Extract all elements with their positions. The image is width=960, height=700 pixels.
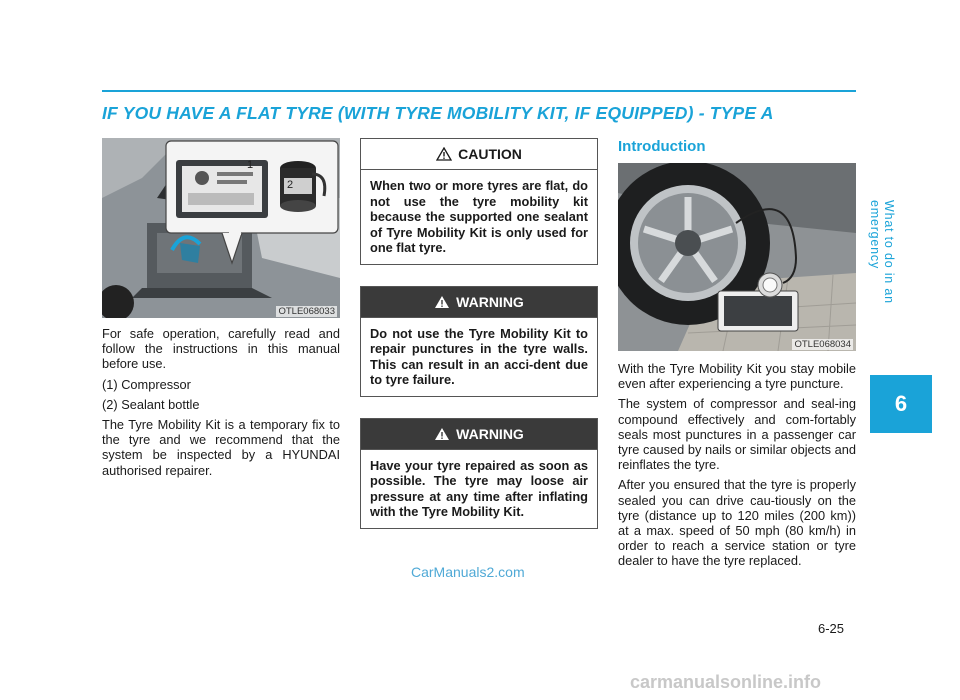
caution-header xyxy=(361,139,597,170)
top-rule xyxy=(102,90,856,92)
warning-text-repair: Have your tyre repaired as soon as possible. The tyre may loose air pressure at any time after inflating with the Tyre Mobility Kit. xyxy=(370,457,588,519)
warning-box-repair xyxy=(360,418,598,529)
chapter-number-tab: 6 xyxy=(870,375,932,433)
page-number: 6-25 xyxy=(818,621,845,636)
trunk-kit-illustration xyxy=(102,138,340,318)
paragraph-temporary-fix: The Tyre Mobility Kit is a temporary fix to the tyre and we recommend that the system be inspected by a HYUNDAI authorised repairer. xyxy=(102,417,340,478)
chapter-side-label: What to do in an emergency xyxy=(868,200,896,304)
caution-label: CAUTION xyxy=(458,146,522,162)
paragraph-drive-cautiously: After you ensured that the tyre is properly sealed you can drive cau-tiously on the tyre (distance up to 120 miles (200 km)) at a max. speed of 50 mph (80 km/h) in order to reach a service station or tyre dealer to have the tyre replaced. xyxy=(618,477,856,569)
tyre-kit-figure xyxy=(618,163,856,351)
trunk-kit-figure xyxy=(102,138,340,318)
warning-header xyxy=(361,419,597,450)
site-watermark: carmanualsonline.info xyxy=(630,672,822,692)
column-right xyxy=(618,138,856,574)
callout-sealant: 2 xyxy=(287,179,294,191)
column-left xyxy=(102,138,340,483)
figure-code: OTLE068033 xyxy=(278,306,335,317)
item-compressor: (1) Compressor xyxy=(102,376,191,392)
warning-text-sidewall: Do not use the Tyre Mobility Kit to repair punctures in the tyre walls. This can result in an acci-dent due to tyre failure. xyxy=(370,325,588,387)
figure-code: OTLE068034 xyxy=(794,339,851,350)
paragraph-safety: For safe operation, carefully read and follow the instructions in this manual before use. xyxy=(102,326,340,372)
carmanuals-watermark: CarManuals2.com xyxy=(411,564,525,580)
page-title: IF YOU HAVE A FLAT TYRE (WITH TYRE MOBILITY KIT, IF EQUIPPED) - TYPE A xyxy=(102,103,774,123)
caution-text: When two or more tyres are flat, do not use the tyre mobility kit because the supported one sealant of Tyre Mobility Kit is only used for one flat tyre. xyxy=(370,178,588,255)
column-middle xyxy=(360,138,598,550)
item-sealant-bottle: (2) Sealant bottle xyxy=(102,396,200,412)
tyre-kit-illustration xyxy=(618,163,856,351)
paragraph-stay-mobile: With the Tyre Mobility Kit you stay mobile even after experiencing a tyre puncture. xyxy=(618,361,856,392)
caution-box xyxy=(360,138,598,265)
warning-box-sidewall xyxy=(360,286,598,397)
caution-triangle-icon xyxy=(436,147,452,161)
warning-header xyxy=(361,287,597,318)
paragraph-system: The system of compressor and seal-ing compound effectively and com-fortably seals most punctures in a passenger car tyre caused by nails or similar objects and reinflates the tyre. xyxy=(618,396,856,473)
callout-compressor: 1 xyxy=(247,159,254,171)
warning-label: WARNING xyxy=(456,293,524,310)
warning-triangle-icon xyxy=(434,295,450,309)
warning-triangle-icon xyxy=(434,427,450,441)
warning-label: WARNING xyxy=(456,425,524,442)
section-heading-introduction: Introduction xyxy=(618,138,706,155)
